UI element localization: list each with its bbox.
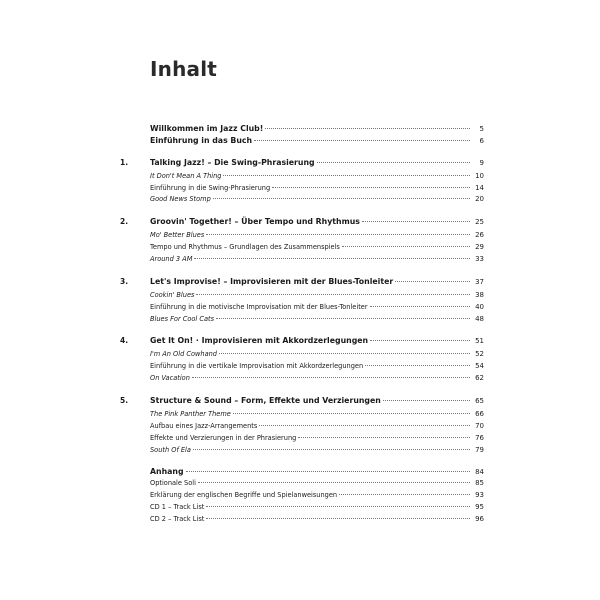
appendix-title: Anhang	[150, 467, 184, 477]
toc-sub-label: Blues For Cool Cats	[150, 314, 215, 323]
leader-dots	[365, 365, 470, 366]
chapter-title: Groovin' Together! – Über Tempo und Rhythmus	[150, 217, 360, 227]
toc-sub-page: 48	[475, 314, 484, 323]
toc-sub-page: 93	[475, 491, 484, 500]
toc-sub-entry	[120, 361, 484, 373]
toc-sub-entry	[120, 421, 484, 433]
leader-dots	[186, 471, 470, 472]
chapter-number: 5.	[120, 396, 129, 406]
toc-sub-page: 10	[475, 171, 484, 180]
toc-entry-label: Einführung in das Buch	[150, 135, 253, 145]
chapter-page: 9	[479, 158, 484, 167]
toc-sub-label: I'm An Old Cowhand	[150, 350, 217, 359]
leader-dots	[370, 340, 470, 341]
toc-sub-page: 76	[475, 433, 484, 442]
toc-sub-page: 66	[475, 409, 484, 418]
toc-sub-label: CD 2 – Track List	[150, 515, 205, 524]
chapter-heading-5	[120, 395, 484, 407]
toc-entry-page: 5	[479, 125, 484, 133]
page-title: Inhalt	[150, 57, 218, 81]
toc-sub-label: On Vacation	[150, 374, 190, 383]
toc-sub-page: 40	[475, 302, 484, 311]
toc-sub-page: 52	[475, 350, 484, 359]
toc-sub-label: Einführung in die Swing-Phrasierung	[150, 183, 271, 192]
leader-dots	[192, 377, 470, 378]
leader-dots	[213, 198, 470, 199]
chapter-heading-2	[120, 216, 484, 228]
toc-sub-page: 26	[475, 231, 484, 240]
toc-sub-entry	[120, 349, 484, 361]
toc-sub-entry	[120, 514, 484, 526]
leader-dots	[219, 353, 470, 354]
chapter-title: Get It On! · Improvisieren mit Akkordzerlegungen	[150, 336, 369, 346]
toc-sub-page: 54	[475, 362, 484, 371]
leader-dots	[206, 518, 470, 519]
leader-dots	[216, 318, 470, 319]
toc-sub-entry	[120, 433, 484, 445]
leader-dots	[198, 482, 470, 483]
toc-sub-label: The Pink Panther Theme	[150, 409, 231, 418]
toc-sub-entry	[120, 314, 484, 326]
toc-sub-page: 95	[475, 503, 484, 512]
leader-dots	[254, 140, 470, 141]
toc-sub-label: Mo' Better Blues	[150, 231, 205, 240]
leader-dots	[395, 281, 470, 282]
leader-dots	[383, 400, 470, 401]
chapter-title: Structure & Sound – Form, Effekte und Verzierungen	[150, 396, 381, 406]
toc-sub-label: Cookin' Blues	[150, 290, 195, 299]
chapter-number: 2.	[120, 217, 129, 227]
toc-sub-page: 14	[475, 183, 484, 192]
leader-dots	[298, 437, 470, 438]
toc-entry-page: 6	[479, 136, 484, 145]
toc-sub-page: 29	[475, 243, 484, 252]
toc-sub-label: It Don't Mean A Thing	[150, 171, 222, 180]
toc-entry-label: Willkommen im Jazz Club!	[150, 124, 264, 133]
chapter-heading-1	[120, 157, 484, 169]
chapter-page: 51	[475, 337, 484, 346]
toc-sub-label: Tempo und Rhythmus – Grundlagen des Zusammenspiels	[150, 243, 340, 252]
leader-dots	[265, 128, 470, 129]
toc-sub-entry	[120, 478, 484, 490]
leader-dots	[317, 162, 470, 163]
toc-sub-entry	[120, 183, 484, 195]
toc-sub-page: 62	[475, 374, 484, 383]
toc-sub-entry	[120, 171, 484, 183]
toc-sub-page: 85	[475, 479, 484, 488]
toc-sub-page: 79	[475, 445, 484, 454]
appendix-heading	[120, 466, 484, 478]
toc-sub-label: Around 3 AM	[150, 255, 193, 264]
chapter-number: 4.	[120, 336, 129, 346]
leader-dots	[259, 425, 470, 426]
toc-sub-label: South Of Ela	[150, 445, 191, 454]
toc-sub-entry	[120, 302, 484, 314]
leader-dots	[342, 246, 470, 247]
toc-sub-entry	[120, 445, 484, 457]
toc-sub-label: Erklärung der englischen Begriffe und Spielanweisungen	[150, 491, 338, 500]
leader-dots	[370, 306, 470, 307]
chapter-page: 25	[475, 218, 484, 227]
chapter-page: 65	[475, 397, 484, 406]
toc-sub-page: 96	[475, 515, 484, 524]
leader-dots	[233, 413, 470, 414]
chapter-number: 1.	[120, 157, 129, 167]
leader-dots	[362, 221, 470, 222]
leader-dots	[223, 175, 470, 176]
toc-sub-label: Einführung in die motivische Improvisation mit der Blues-Tonleiter	[150, 302, 368, 311]
leader-dots	[272, 187, 470, 188]
chapter-heading-4	[120, 335, 484, 347]
toc-sub-page: 70	[475, 421, 484, 430]
toc-entry-welcome	[120, 123, 484, 135]
leader-dots	[194, 258, 470, 259]
chapter-title: Let's Improvise! – Improvisieren mit der Blues-Tonleiter	[150, 276, 394, 286]
chapter-title: Talking Jazz! – Die Swing-Phrasierung	[150, 157, 315, 167]
toc-sub-entry	[120, 409, 484, 421]
toc-sub-label: Aufbau eines Jazz-Arrangements	[150, 421, 258, 430]
appendix-page: 84	[475, 468, 484, 477]
toc-sub-entry	[120, 373, 484, 385]
toc-sub-entry	[120, 194, 484, 206]
toc-sub-label: Effekte und Verzierungen in der Phrasierung	[150, 433, 297, 442]
toc-sub-label: Good News Stomp	[150, 195, 211, 204]
leader-dots	[206, 506, 470, 507]
chapter-page: 37	[475, 277, 484, 286]
leader-dots	[339, 494, 470, 495]
toc-sub-page: 33	[475, 255, 484, 264]
toc-sub-page: 38	[475, 290, 484, 299]
toc-entry-introduction	[120, 135, 484, 147]
toc-sub-entry	[120, 230, 484, 242]
leader-dots	[196, 294, 470, 295]
toc-sub-page: 20	[475, 195, 484, 204]
table-of-contents	[120, 123, 484, 526]
toc-sub-label: Optionale Soli	[150, 479, 196, 488]
leader-dots	[193, 449, 470, 450]
toc-sub-entry	[120, 502, 484, 514]
toc-sub-label: Einführung in die vertikale Improvisation mit Akkordzerlegungen	[150, 362, 364, 371]
toc-sub-entry	[120, 290, 484, 302]
toc-sub-entry	[120, 490, 484, 502]
leader-dots	[206, 234, 470, 235]
chapter-number: 3.	[120, 276, 129, 286]
toc-sub-label: CD 1 – Track List	[150, 503, 205, 512]
toc-sub-entry	[120, 254, 484, 266]
toc-sub-entry	[120, 242, 484, 254]
chapter-heading-3	[120, 276, 484, 288]
